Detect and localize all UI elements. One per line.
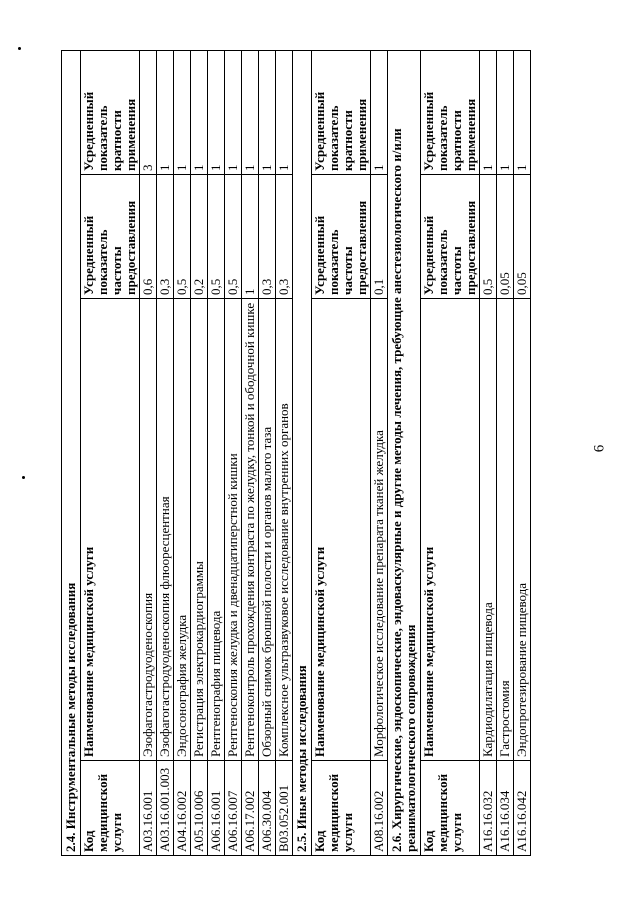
header-word: частоты xyxy=(449,246,464,295)
header-name: Наименование медицинской услуги xyxy=(421,299,480,761)
cell-multiplicity: 1 xyxy=(242,51,259,175)
header-code xyxy=(312,761,371,856)
cell-frequency: 0,3 xyxy=(157,175,174,299)
cell-code: A03.16.001.003 xyxy=(157,761,174,856)
cell-frequency: 0,5 xyxy=(208,175,225,299)
header-word: медицинской xyxy=(95,773,110,852)
cell-multiplicity: 1 xyxy=(276,51,293,175)
scan-speck-dot xyxy=(18,47,21,50)
header-word: Усредненный xyxy=(312,215,327,295)
header-word: услуги xyxy=(449,812,464,852)
header-frequency xyxy=(81,175,140,299)
section-title-row xyxy=(62,51,81,856)
table-row xyxy=(157,51,174,856)
cell-frequency: 0,1 xyxy=(371,175,388,299)
cell-name: Эндопротезирование пищевода xyxy=(514,299,531,761)
header-word: показатель xyxy=(326,105,341,171)
section-title-row xyxy=(388,51,421,856)
table-row xyxy=(191,51,208,856)
header-word: Код xyxy=(421,830,436,852)
cell-multiplicity: 1 xyxy=(497,51,514,175)
header-word: предоставления xyxy=(123,200,138,295)
header-multiplicity xyxy=(81,51,140,175)
table-row xyxy=(276,51,293,856)
cell-multiplicity: 1 xyxy=(225,51,242,175)
header-name: Наименование медицинской услуги xyxy=(312,299,371,761)
header-word: услуги xyxy=(340,812,355,852)
cell-frequency: 1 xyxy=(242,175,259,299)
cell-multiplicity: 1 xyxy=(259,51,276,175)
header-word: показатель xyxy=(95,105,110,171)
cell-frequency: 0,3 xyxy=(259,175,276,299)
header-word: предоставления xyxy=(463,200,478,295)
table-row xyxy=(242,51,259,856)
header-code xyxy=(421,761,480,856)
header-word: Усредненный xyxy=(81,91,96,171)
cell-name: Эзофагогастродуоденоскопия флюоресцентная xyxy=(157,299,174,761)
cell-name: Морфологическое исследование препарата тканей желудка xyxy=(371,299,388,761)
table-row xyxy=(208,51,225,856)
cell-code: A16.16.034 xyxy=(497,761,514,856)
cell-multiplicity: 1 xyxy=(371,51,388,175)
header-multiplicity xyxy=(312,51,371,175)
header-code xyxy=(81,761,140,856)
cell-code: B03.052.001 xyxy=(276,761,293,856)
cell-name: Эндосонография желудка xyxy=(174,299,191,761)
cell-name: Рентгеноскопия желудка и двенадцатиперстной кишки xyxy=(225,299,242,761)
table-row xyxy=(140,51,157,856)
header-frequency xyxy=(312,175,371,299)
cell-code: A05.10.006 xyxy=(191,761,208,856)
header-word: медицинской xyxy=(435,773,450,852)
header-word: медицинской xyxy=(326,773,341,852)
header-word: предоставления xyxy=(354,200,369,295)
header-word: частоты xyxy=(340,246,355,295)
header-name: Наименование медицинской услуги xyxy=(81,299,140,761)
table-row xyxy=(259,51,276,856)
cell-multiplicity: 1 xyxy=(514,51,531,175)
cell-frequency: 0,5 xyxy=(174,175,191,299)
cell-name: Рентгеноконтроль прохождения контраста по желудку, тонкой и ободочной кишке xyxy=(242,299,259,761)
page-number: 6 xyxy=(591,444,608,453)
header-word: кратности xyxy=(449,110,464,171)
cell-code: A06.30.004 xyxy=(259,761,276,856)
cell-code: A16.16.042 xyxy=(514,761,531,856)
table-row xyxy=(514,51,531,856)
rotated-document-sheet xyxy=(61,51,602,856)
header-word: применения xyxy=(354,98,369,171)
cell-frequency: 0,05 xyxy=(497,175,514,299)
cell-frequency: 0,5 xyxy=(480,175,497,299)
header-word: показатель xyxy=(95,229,110,295)
cell-code: A06.16.001 xyxy=(208,761,225,856)
header-word: Усредненный xyxy=(81,215,96,295)
header-word: применения xyxy=(463,98,478,171)
header-word: кратности xyxy=(109,110,124,171)
header-word: услуги xyxy=(109,812,124,852)
header-row xyxy=(421,51,480,856)
table-row xyxy=(174,51,191,856)
cell-frequency: 0,6 xyxy=(140,175,157,299)
header-word: кратности xyxy=(340,110,355,171)
cell-frequency: 0,2 xyxy=(191,175,208,299)
section-title-row xyxy=(293,51,312,856)
header-multiplicity xyxy=(421,51,480,175)
cell-name: Рентгенография пищевода xyxy=(208,299,225,761)
cell-multiplicity: 3 xyxy=(140,51,157,175)
section-title: 2.4. Инструментальные методы исследования xyxy=(62,51,81,856)
cell-name: Кардиодилатация пищевода xyxy=(480,299,497,761)
cell-code: A04.16.002 xyxy=(174,761,191,856)
header-word: показатель xyxy=(326,229,341,295)
section-title: 2.5. Иные методы исследования xyxy=(293,51,312,856)
cell-multiplicity: 1 xyxy=(157,51,174,175)
table-row xyxy=(480,51,497,856)
header-word: показатель xyxy=(435,229,450,295)
cell-code: A03.16.001 xyxy=(140,761,157,856)
scan-speck-dot xyxy=(22,476,25,479)
cell-name: Комплексное ультразвуковое исследование внутренних органов xyxy=(276,299,293,761)
cell-code: A08.16.002 xyxy=(371,761,388,856)
header-word: Усредненный xyxy=(312,91,327,171)
cell-code: A16.16.032 xyxy=(480,761,497,856)
cell-multiplicity: 1 xyxy=(480,51,497,175)
table-body xyxy=(62,51,531,856)
header-word: Код xyxy=(81,830,96,852)
cell-multiplicity: 1 xyxy=(208,51,225,175)
cell-multiplicity: 1 xyxy=(191,51,208,175)
header-word: применения xyxy=(123,98,138,171)
table-row xyxy=(497,51,514,856)
medical-services-table xyxy=(61,50,531,856)
cell-code: A06.17.002 xyxy=(242,761,259,856)
cell-name: Гастростомия xyxy=(497,299,514,761)
cell-multiplicity: 1 xyxy=(174,51,191,175)
cell-frequency: 0,3 xyxy=(276,175,293,299)
header-word: частоты xyxy=(109,246,124,295)
header-word: Усредненный xyxy=(421,91,436,171)
cell-code: A06.16.007 xyxy=(225,761,242,856)
header-word: показатель xyxy=(435,105,450,171)
table-row xyxy=(225,51,242,856)
header-row xyxy=(81,51,140,856)
cell-name: Регистрация электрокардиограммы xyxy=(191,299,208,761)
section-title: 2.6. Хирургические, эндоскопические, эндоваскулярные и другие методы лечения, требующие анестезиологического и/или реаниматологического сопровождения xyxy=(388,51,421,856)
header-frequency xyxy=(421,175,480,299)
header-word: Код xyxy=(312,830,327,852)
cell-name: Эзофагогастродуоденоскопия xyxy=(140,299,157,761)
header-word: Усредненный xyxy=(421,215,436,295)
cell-frequency: 0,05 xyxy=(514,175,531,299)
table-row xyxy=(371,51,388,856)
cell-frequency: 0,5 xyxy=(225,175,242,299)
cell-name: Обзорный снимок брюшной полости и органов малого таза xyxy=(259,299,276,761)
header-row xyxy=(312,51,371,856)
